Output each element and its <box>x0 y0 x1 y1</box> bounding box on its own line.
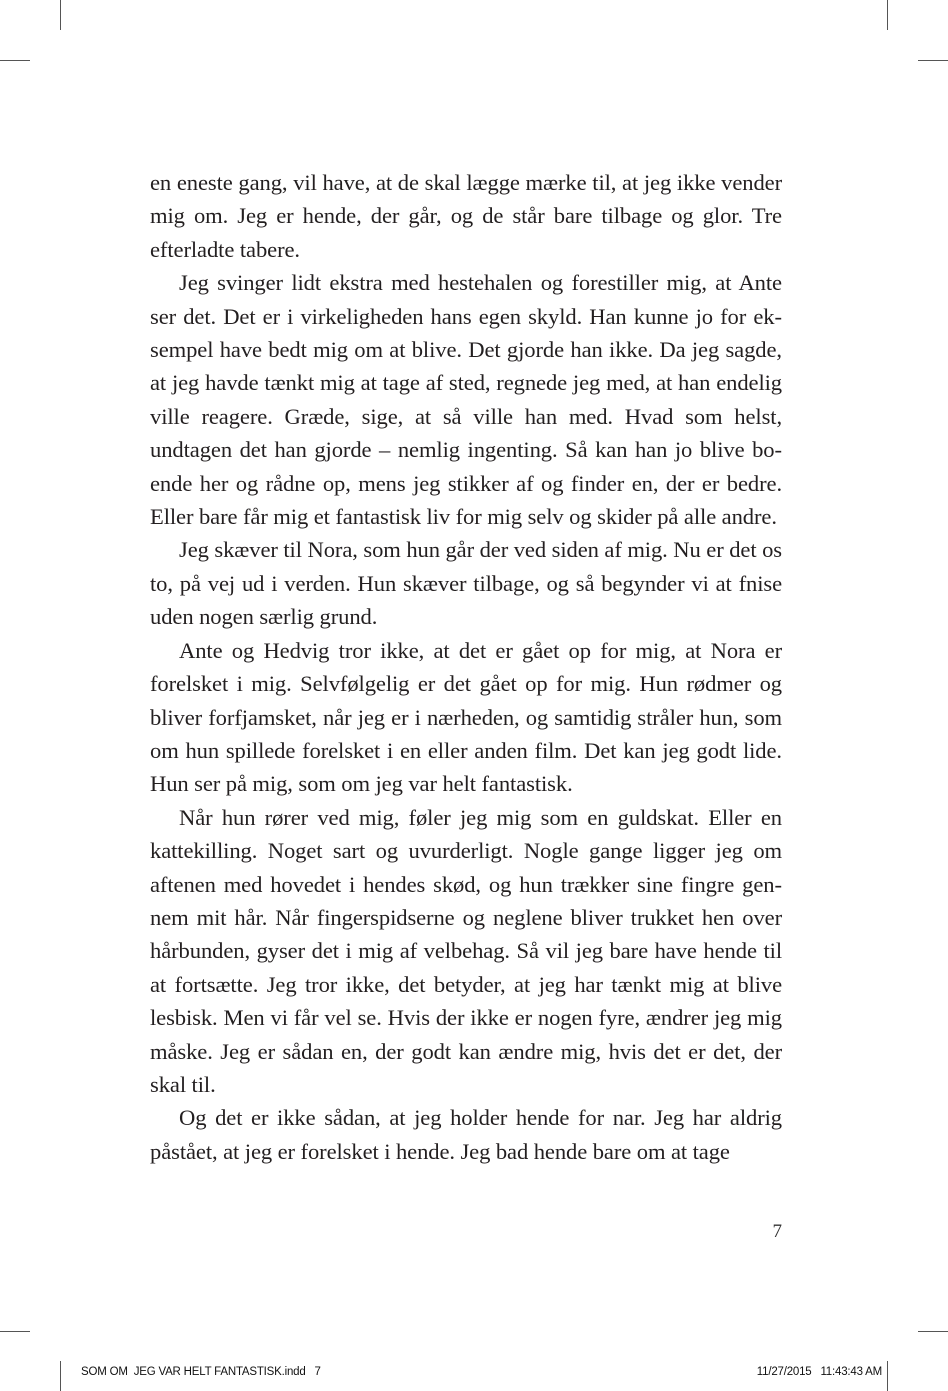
paragraph: Og det er ikke sådan, at jeg holder hende for nar. Jeg har aldrig påstået, at jeg er forelsket i hende. Jeg bad hende bare om at tage <box>150 1105 782 1164</box>
crop-mark-bottom-left-horizontal <box>0 1331 30 1332</box>
slug-timestamp: 11/27/2015 11:43:43 AM <box>756 1366 882 1378</box>
crop-mark-bottom-left-vertical <box>60 1361 61 1391</box>
paragraph: Ante og Hedvig tror ikke, at det er gået op for mig, at Nora er forelsket i mig. Selvfølgelig er det gået op for mig. Hun rødmer og bliver forfjamsket, når jeg er i nærheden, og samtidig stråler hun, som om hun spillede forelsket i en eller anden film. Det kan jeg godt lide. Hun ser på mig, som om jeg var helt fantastisk. <box>150 637 782 797</box>
crop-mark-top-right-horizontal <box>918 60 948 61</box>
crop-mark-top-left-horizontal <box>0 60 30 61</box>
paragraph: Når hun rører ved mig, føler jeg mig som en guldskat. Eller en kattekilling. Noget sart og uvurderligt. Nogle gange ligger jeg om aftenen med hovedet i hendes skød, og hun trækker sine fingre gennem mit hår. Når fingerspidserne og neglene bliver trukket hen over hårbunden, gyser det i mig af velbehag. Så vil jeg bare have hende til at fortsætte. Jeg tror ikke, det betyder, at jeg har tænkt mig at blive lesbisk. Men vi får vel se. Hvis der ikke er nogen fyre, ændrer jeg mig måske. Jeg er sådan en, der godt kan ændre mig, hvis det er det, der skal til. <box>150 804 782 1097</box>
paragraph: en eneste gang, vil have, at de skal lægge mærke til, at jeg ikke vender mig om. Jeg er hende, der går, og de står bare tilbage og glor. Tre efterladte tabere. <box>150 170 782 262</box>
page-number: 7 <box>772 1221 782 1242</box>
crop-mark-top-left-vertical <box>60 0 61 30</box>
crop-mark-bottom-right-horizontal <box>918 1331 948 1332</box>
page-body-text <box>150 166 782 1168</box>
slug-filename: SOM OM JEG VAR HELT FANTASTISK.indd 7 <box>81 1366 321 1378</box>
crop-mark-bottom-right-vertical <box>887 1361 888 1391</box>
crop-mark-top-right-vertical <box>887 0 888 30</box>
paragraph: Jeg svinger lidt ekstra med hestehalen og forestiller mig, at Ante ser det. Det er i virkeligheden hans egen skyld. Han kunne jo for eksempel have bedt mig om at blive. Det gjorde han ikke. Da jeg sagde, at jeg havde tænkt mig at tage af sted, regnede jeg med, at han endelig ville reagere. Græde, sige, at så ville han med. Hvad som helst, undtagen det han gjorde – nemlig ingenting. Så kan han jo blive boende her og rådne op, mens jeg stikker af og finder en, der er bedre. Eller bare får mig et fantastisk liv for mig selv og skider på alle andre. <box>150 270 782 530</box>
paragraph: Jeg skæver til Nora, som hun går der ved siden af mig. Nu er det os to, på vej ud i verden. Hun skæver tilbage, og så begynder vi at fnise uden nogen særlig grund. <box>150 537 782 630</box>
